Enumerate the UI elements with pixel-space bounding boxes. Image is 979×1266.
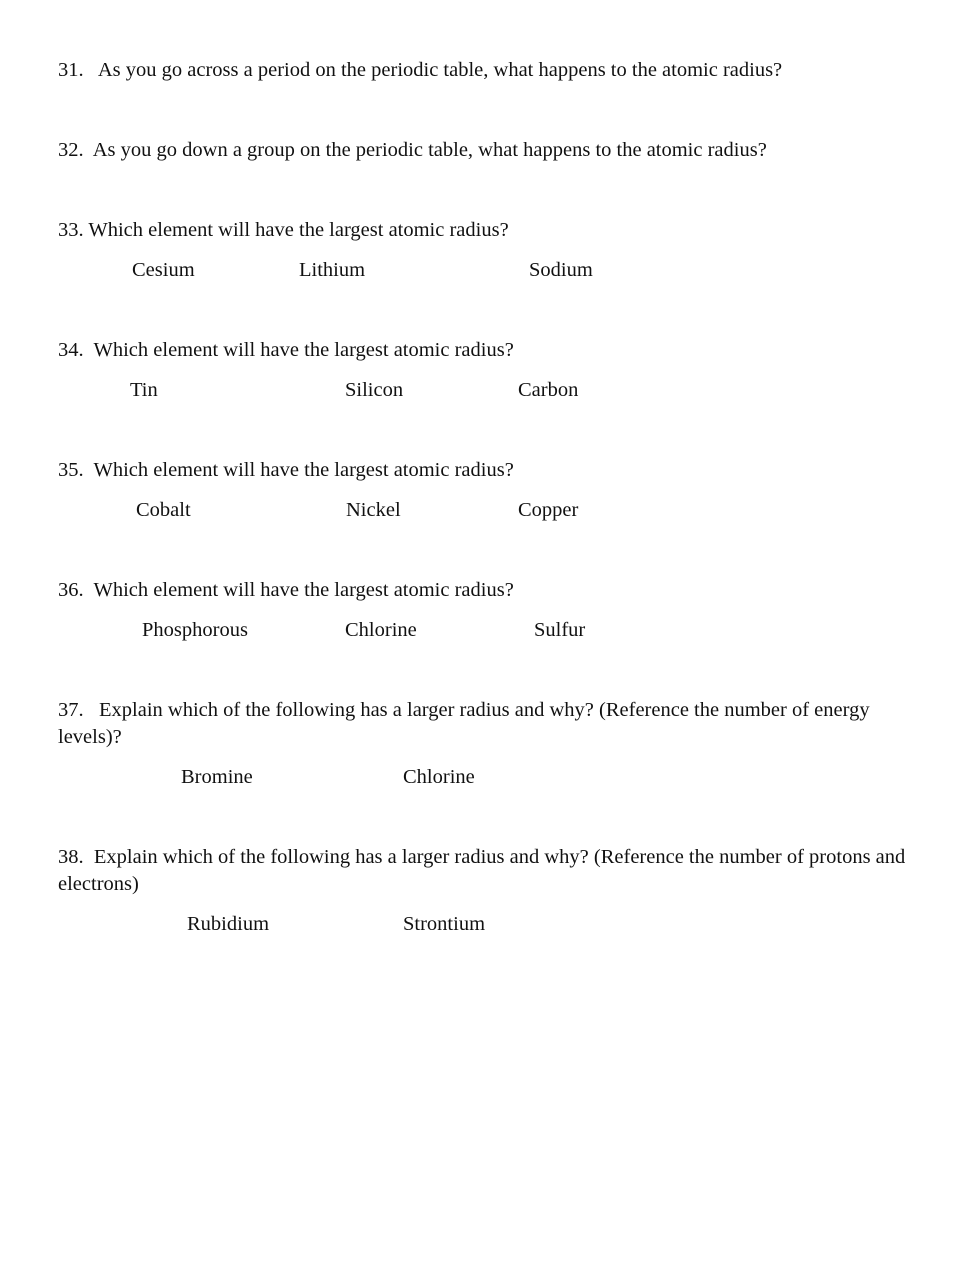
option-nickel: Nickel	[346, 499, 401, 521]
option-lithium: Lithium	[299, 259, 366, 281]
option-bromine: Bromine	[181, 766, 253, 788]
option-sodium: Sodium	[529, 259, 593, 281]
option-rubidium: Rubidium	[187, 913, 270, 935]
question-36: 36. Which element will have the largest atomic radius?	[58, 579, 514, 601]
option-copper: Copper	[518, 499, 579, 521]
option-strontium: Strontium	[403, 913, 486, 935]
question-33: 33. Which element will have the largest atomic radius?	[58, 219, 509, 241]
option-phosphorous: Phosphorous	[142, 619, 248, 641]
question-35: 35. Which element will have the largest atomic radius?	[58, 459, 514, 481]
question-38: 38. Explain which of the following has a larger radius and why? (Reference the number of protons and electrons)	[58, 846, 911, 895]
question-31: 31. As you go across a period on the periodic table, what happens to the atomic radius?	[58, 59, 783, 81]
option-tin: Tin	[130, 379, 158, 401]
option-cobalt: Cobalt	[136, 499, 191, 521]
option-chlorine: Chlorine	[345, 619, 417, 641]
option-silicon: Silicon	[345, 379, 404, 401]
option-carbon: Carbon	[518, 379, 579, 401]
question-32: 32. As you go down a group on the periodic table, what happens to the atomic radius?	[58, 139, 767, 161]
question-37: 37. Explain which of the following has a larger radius and why? (Reference the number of energy levels)?	[58, 699, 875, 748]
question-34: 34. Which element will have the largest atomic radius?	[58, 339, 514, 361]
option-sulfur: Sulfur	[534, 619, 586, 641]
option-chlorine-37: Chlorine	[403, 766, 475, 788]
option-cesium: Cesium	[132, 259, 195, 281]
